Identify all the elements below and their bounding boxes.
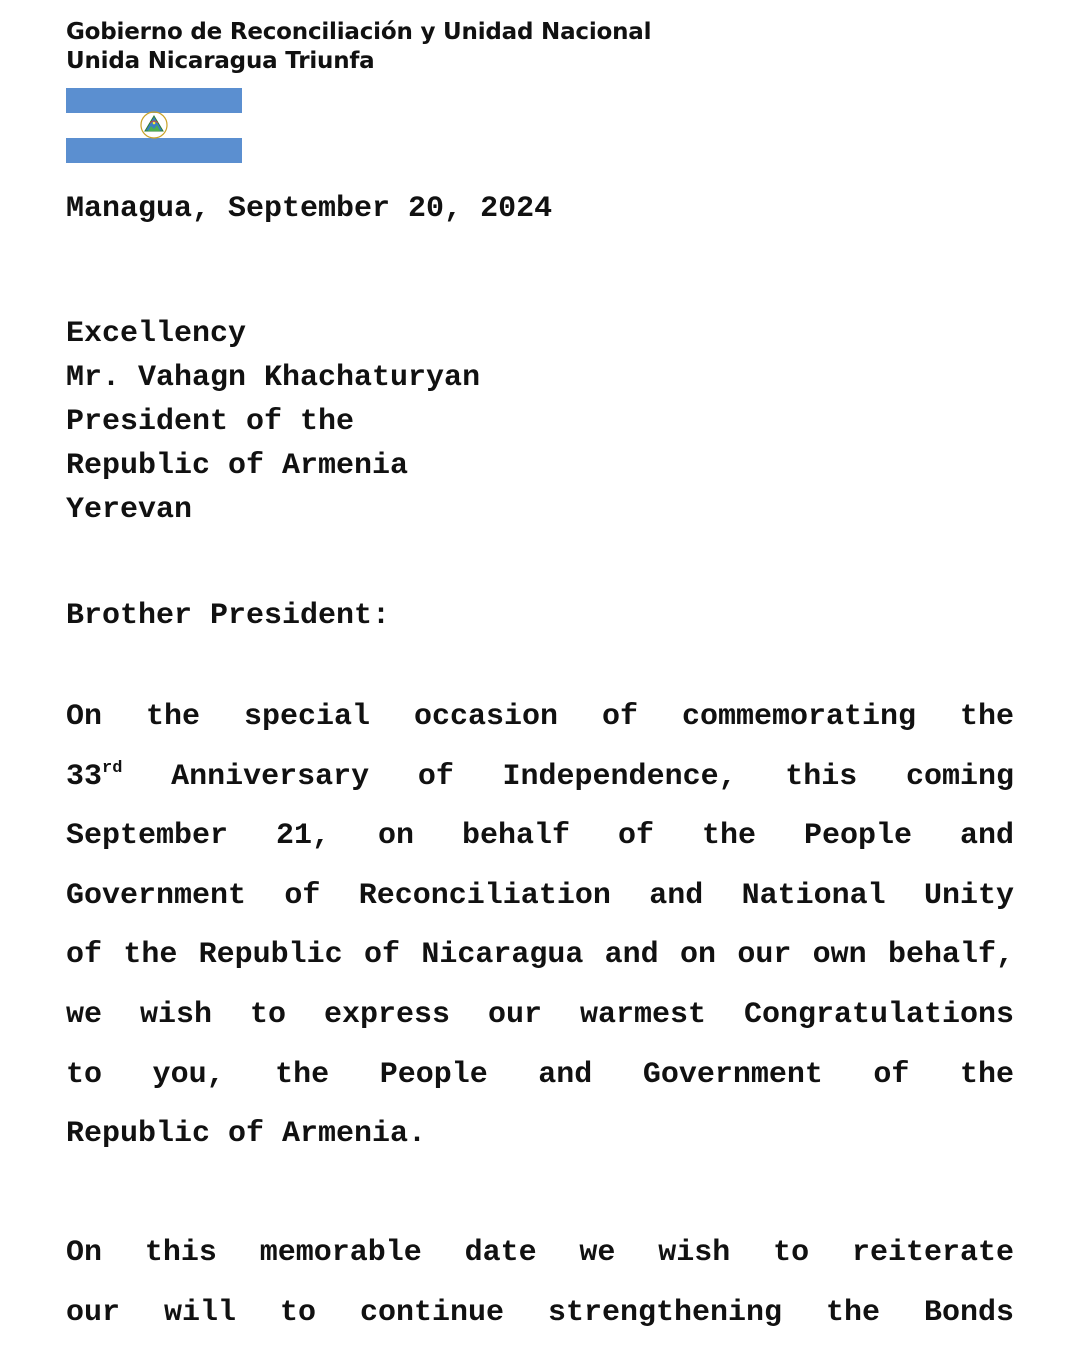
flag-bottom-stripe — [66, 138, 242, 163]
ordinal-number: 33 — [66, 759, 103, 794]
address-line: Excellency — [66, 317, 247, 351]
body-paragraph-2 — [66, 1233, 1014, 1352]
government-slogan: Unida Nicaragua Triunfa — [66, 48, 375, 74]
paragraph-line: to you, the People and Government of the — [66, 1057, 1014, 1092]
letter-date: Managua, September 20, 2024 — [66, 192, 553, 226]
paragraph-line: September 21, on behalf of the People and — [66, 819, 1014, 854]
paragraph-line: Republic of Armenia. — [66, 1117, 427, 1152]
address-line: Republic of Armenia — [66, 449, 409, 483]
ordinal-suffix: rd — [102, 758, 123, 778]
paragraph-line: of the Republic of Nicaragua and on our own behalf, — [66, 938, 1014, 973]
body-paragraph-1 — [66, 697, 1014, 1174]
paragraph-line — [66, 757, 1014, 817]
paragraph-line: our will to continue strengthening the Bonds — [66, 1295, 1014, 1330]
government-name: Gobierno de Reconciliación y Unidad Nacional — [66, 19, 652, 45]
salutation: Brother President: — [66, 599, 391, 633]
paragraph-line: On this memorable date we wish to reiterate — [66, 1236, 1014, 1270]
paragraph-line: we wish to express our warmest Congratulations — [66, 997, 1014, 1032]
address-line: Mr. Vahagn Khachaturyan — [66, 361, 481, 395]
coat-of-arms-icon — [139, 110, 169, 140]
recipient-address — [66, 312, 480, 532]
address-line: Yerevan — [66, 493, 193, 527]
paragraph-line: Government of Reconciliation and National Unity — [66, 878, 1014, 913]
address-line: President of the — [66, 405, 355, 439]
paragraph-line: On the special occasion of commemorating the — [66, 700, 1014, 734]
anniversary-text: Anniversary of Independence, this coming — [122, 759, 1014, 794]
nicaragua-flag — [66, 88, 242, 163]
